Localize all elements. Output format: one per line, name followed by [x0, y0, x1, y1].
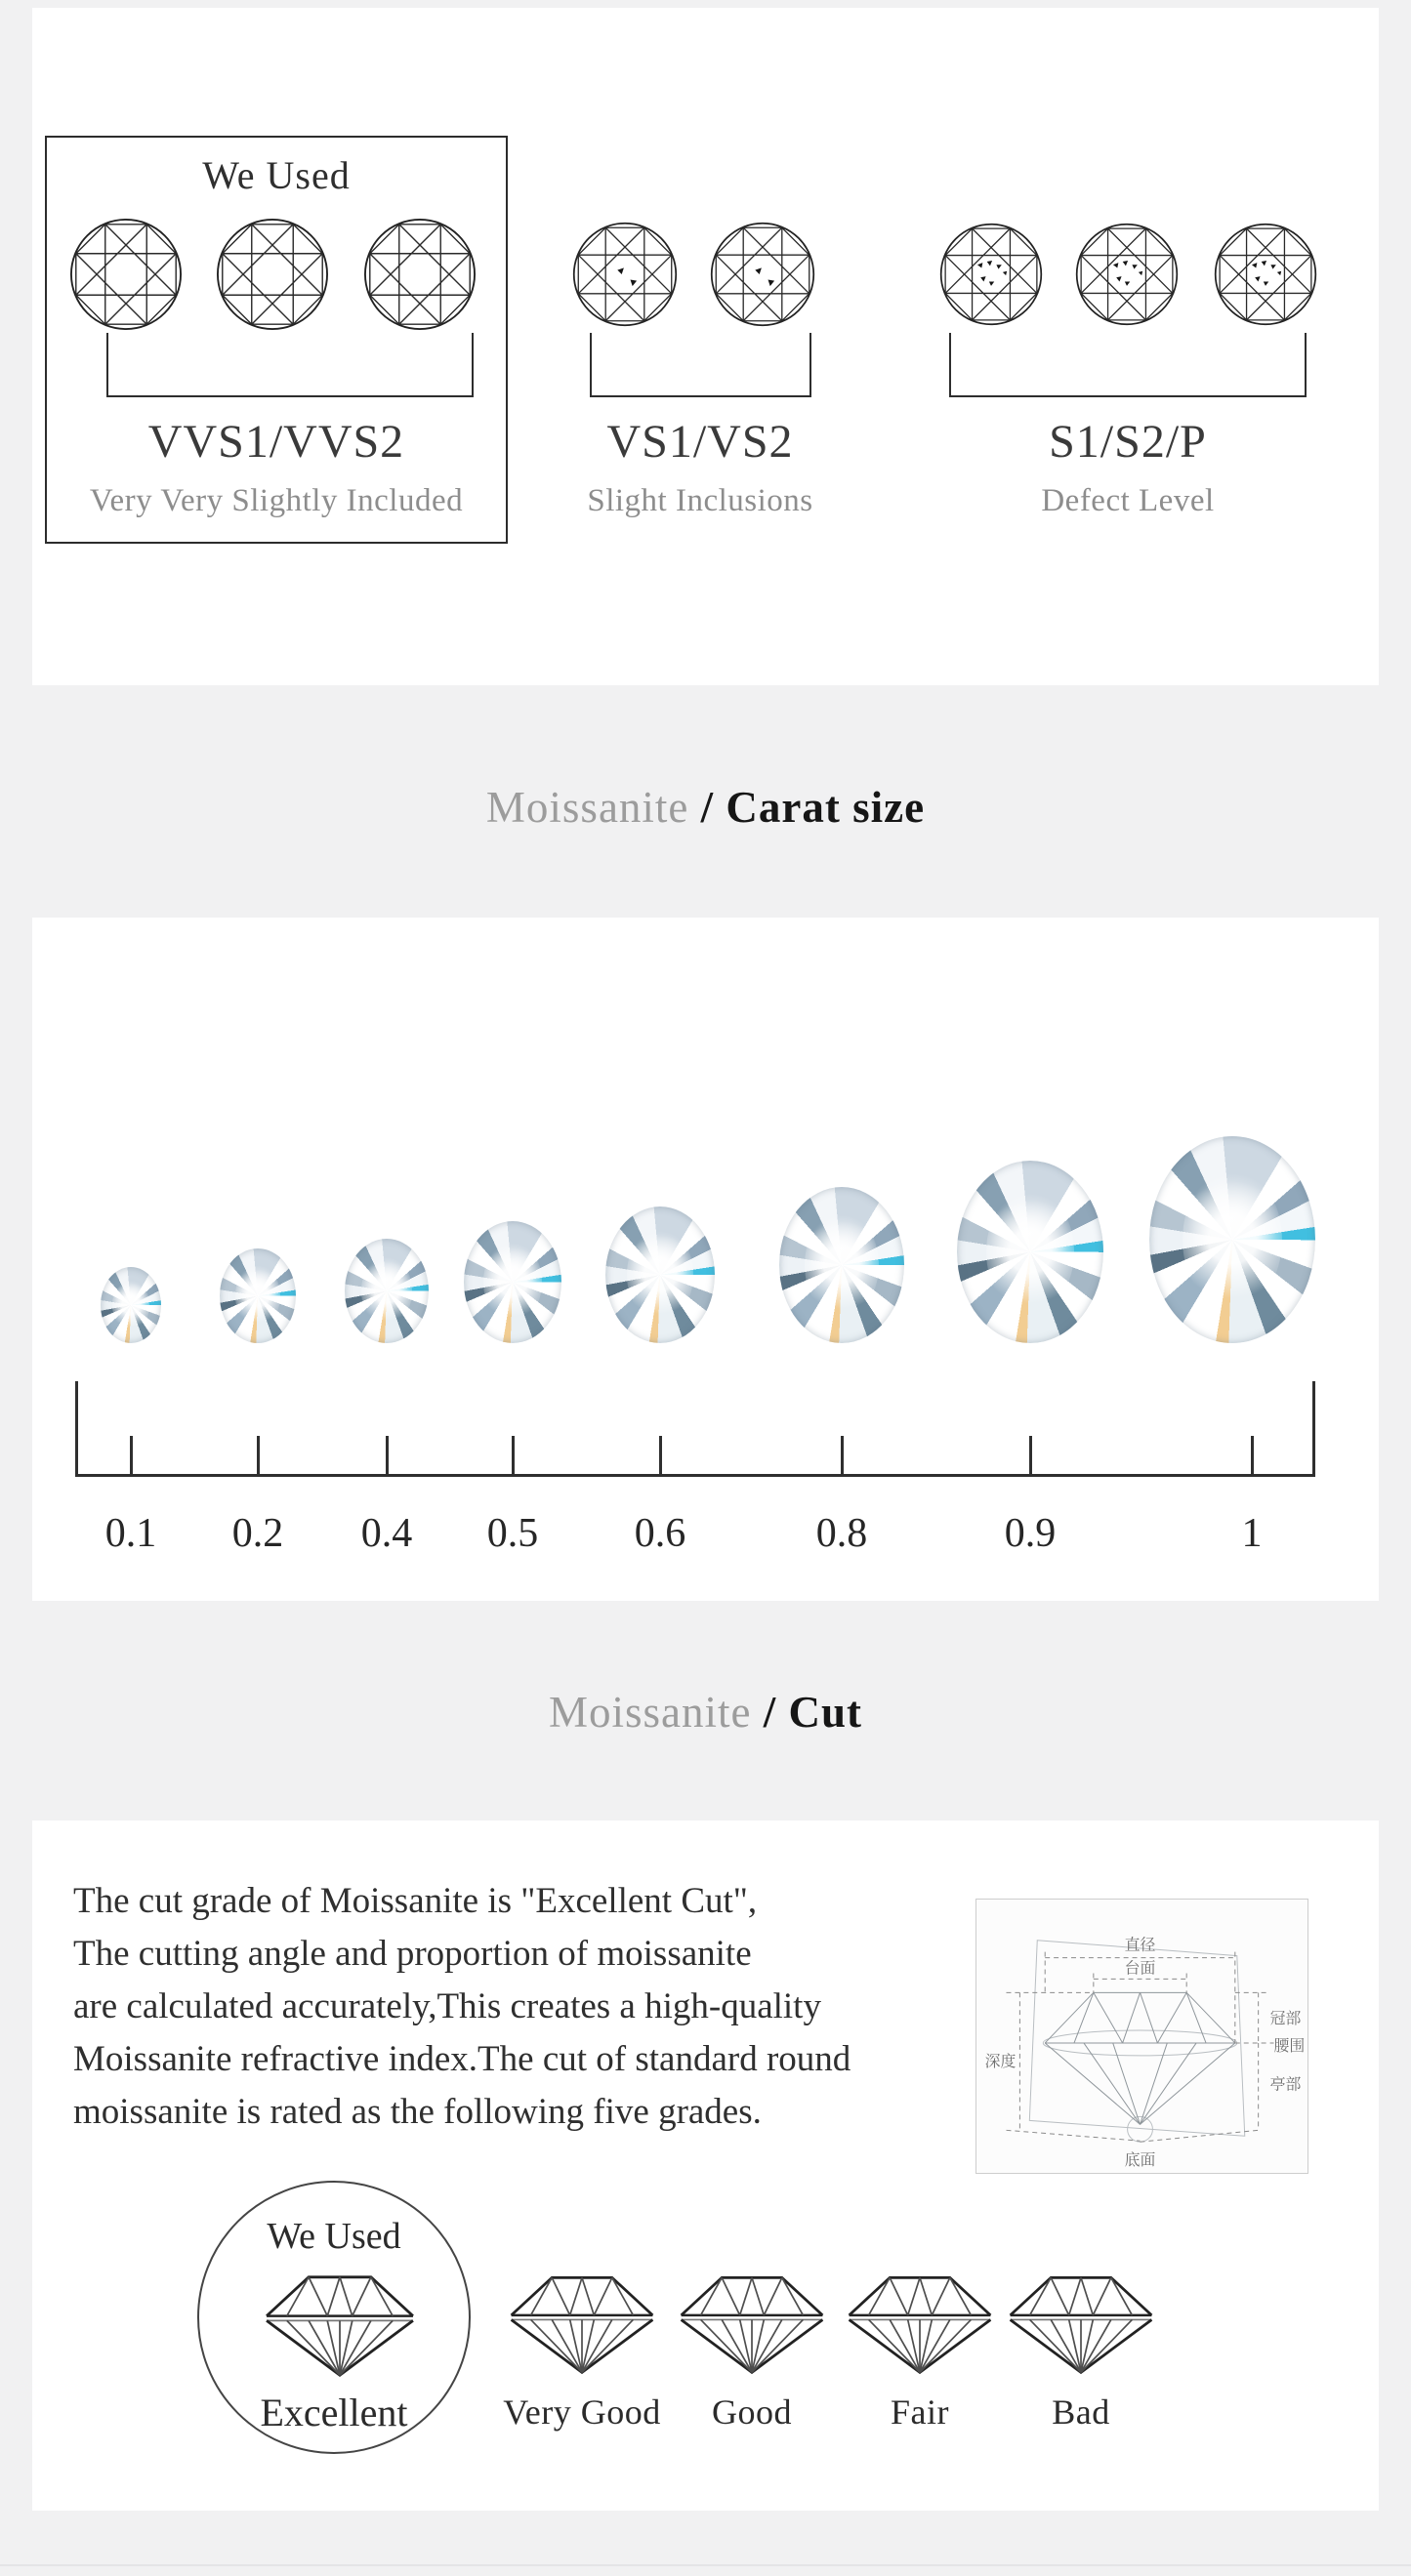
round-brilliant-top-icon: [938, 222, 1044, 327]
clarity-we-used-label: We Used: [202, 153, 351, 197]
cut-card: [32, 1820, 1379, 2511]
carat-gem-0.4: [345, 1239, 429, 1343]
diamond-proportions-sketch-icon: [976, 1900, 1307, 2173]
carat-ruler-tick: [659, 1436, 662, 1477]
carat-value-label: 0.4: [360, 1511, 413, 1556]
carat-value-label: 0.2: [231, 1511, 284, 1556]
paragraph-line: Moissanite refractive index.The cut of standard round: [73, 2039, 851, 2079]
carat-gem-1: [1149, 1136, 1315, 1343]
paragraph-line: moissanite is rated as the following five grades.: [73, 2092, 762, 2132]
diamond-side-view-icon: [261, 2265, 419, 2380]
round-brilliant-top-icon: [571, 221, 679, 328]
carat-value-label: 0.9: [1004, 1511, 1057, 1556]
diagram-label-depth: 深度: [984, 2051, 1017, 2070]
clarity-bracket: [106, 333, 474, 397]
round-brilliant-top-icon: [1213, 222, 1318, 327]
clarity-grade-description: Very Very Slightly Included: [89, 483, 464, 518]
heading-brand-text: Moissanite: [548, 1688, 752, 1737]
carat-gem-0.9: [957, 1161, 1103, 1343]
carat-section-heading: [0, 781, 1411, 834]
carat-gem-0.6: [605, 1206, 715, 1343]
carat-gem-0.8: [779, 1187, 904, 1343]
carat-gem-0.5: [464, 1221, 561, 1343]
cut-grade-label: Bad: [1052, 2392, 1110, 2432]
diamond-side-view-icon: [675, 2266, 829, 2377]
diamond-side-view-icon: [1004, 2266, 1158, 2377]
clarity-grade-label: S1/S2/P: [1049, 416, 1207, 468]
clarity-grade-label: VS1/VS2: [606, 416, 794, 468]
clarity-bracket: [949, 333, 1307, 397]
carat-gem-0.2: [220, 1248, 296, 1343]
heading-brand-text: Moissanite: [485, 783, 689, 832]
cut-grade-label: Very Good: [503, 2392, 661, 2432]
diagram-label-girdle: 腰围: [1273, 2035, 1306, 2055]
carat-ruler-tick: [130, 1436, 133, 1477]
cut-grade-label: Fair: [891, 2392, 949, 2432]
cut-we-used-label: We Used: [267, 2216, 401, 2257]
carat-ruler-tick: [257, 1436, 260, 1477]
carat-card: [32, 918, 1379, 1601]
carat-value-label: 1: [1241, 1511, 1263, 1556]
carat-value-label: 0.8: [815, 1511, 868, 1556]
clarity-grade-description: Defect Level: [1041, 483, 1215, 518]
heading-topic-text: / Carat size: [700, 783, 926, 832]
round-brilliant-top-icon: [362, 217, 477, 332]
carat-ruler-tick: [841, 1436, 844, 1477]
carat-ruler-end-tick: [1312, 1381, 1315, 1477]
diamond-side-view-icon: [843, 2266, 997, 2377]
paragraph-line: are calculated accurately,This creates a high-quality: [73, 1986, 821, 2026]
footer-divider: [0, 2564, 1411, 2566]
clarity-grade-label: VVS1/VVS2: [147, 416, 405, 468]
carat-ruler-tick: [1251, 1436, 1254, 1477]
cut-proportions-diagram: [975, 1899, 1308, 2174]
cut-description-paragraph: [73, 1875, 851, 2139]
diagram-label-table: 台面: [1124, 1958, 1156, 1978]
diamond-side-view-icon: [505, 2266, 659, 2377]
carat-value-label: 0.6: [634, 1511, 686, 1556]
cut-grade-label: Good: [712, 2392, 792, 2432]
paragraph-line: The cut grade of Moissanite is "Excellent Cut",: [73, 1881, 758, 1921]
carat-ruler-baseline: [75, 1474, 1315, 1477]
carat-value-label: 0.5: [486, 1511, 539, 1556]
clarity-bracket: [590, 333, 811, 397]
carat-ruler-tick: [386, 1436, 389, 1477]
diagram-label-crown: 冠部: [1269, 2009, 1302, 2028]
carat-gem-0.1: [101, 1267, 161, 1343]
carat-value-label: 0.1: [104, 1511, 157, 1556]
clarity-grade-description: Slight Inclusions: [587, 483, 813, 518]
diagram-label-culet: 底面: [1124, 2150, 1156, 2170]
heading-topic-text: / Cut: [763, 1688, 862, 1737]
round-brilliant-top-icon: [215, 217, 330, 332]
cut-section-heading: [0, 1686, 1411, 1738]
round-brilliant-top-icon: [709, 221, 816, 328]
carat-ruler-tick: [512, 1436, 515, 1477]
carat-ruler-tick: [1029, 1436, 1032, 1477]
paragraph-line: The cutting angle and proportion of moissanite: [73, 1934, 752, 1974]
diagram-label-pavilion: 亭部: [1269, 2074, 1302, 2094]
clarity-card: [32, 8, 1379, 685]
carat-ruler-end-tick: [75, 1381, 78, 1477]
diagram-label-diameter: 直径: [1124, 1935, 1156, 1954]
cut-grade-label: Excellent: [260, 2391, 408, 2434]
round-brilliant-top-icon: [68, 217, 184, 332]
round-brilliant-top-icon: [1074, 222, 1180, 327]
